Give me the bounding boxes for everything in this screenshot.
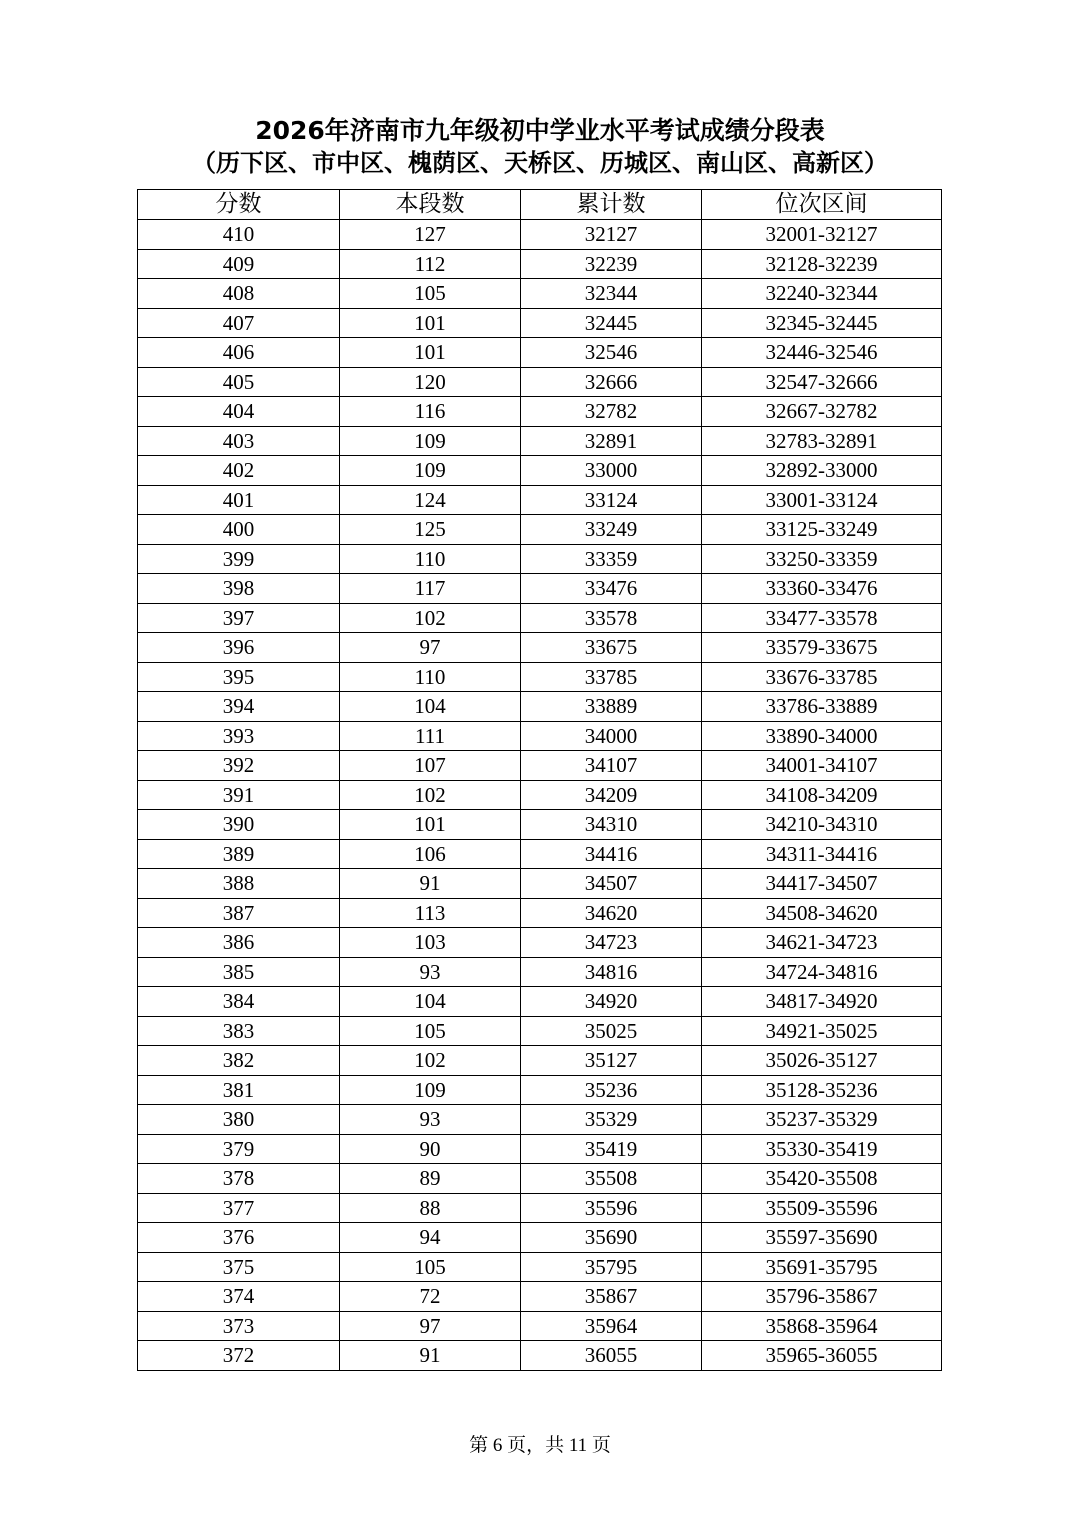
cell-rank-range: 32128-32239 bbox=[702, 249, 942, 279]
cell-score: 397 bbox=[138, 603, 340, 633]
cell-segment-count: 101 bbox=[340, 810, 521, 840]
cell-cumulative-count: 33124 bbox=[521, 485, 702, 515]
cell-score: 377 bbox=[138, 1193, 340, 1223]
cell-cumulative-count: 35329 bbox=[521, 1105, 702, 1135]
cell-score: 385 bbox=[138, 957, 340, 987]
cell-rank-range: 33676-33785 bbox=[702, 662, 942, 692]
table-row bbox=[138, 1046, 942, 1076]
cell-rank-range: 32345-32445 bbox=[702, 308, 942, 338]
page-title: 2026年济南市九年级初中学业水平考试成绩分段表 bbox=[255, 116, 825, 145]
cell-score: 392 bbox=[138, 751, 340, 781]
header-score: 分数 bbox=[138, 190, 340, 220]
cell-score: 387 bbox=[138, 898, 340, 928]
cell-segment-count: 117 bbox=[340, 574, 521, 604]
cell-segment-count: 104 bbox=[340, 987, 521, 1017]
table-row bbox=[138, 397, 942, 427]
table-row bbox=[138, 338, 942, 368]
table-row bbox=[138, 692, 942, 722]
table-row bbox=[138, 603, 942, 633]
cell-segment-count: 113 bbox=[340, 898, 521, 928]
table-row bbox=[138, 1134, 942, 1164]
cell-segment-count: 91 bbox=[340, 1341, 521, 1371]
cell-score: 373 bbox=[138, 1311, 340, 1341]
table-row bbox=[138, 1105, 942, 1135]
cell-segment-count: 102 bbox=[340, 603, 521, 633]
cell-rank-range: 35128-35236 bbox=[702, 1075, 942, 1105]
cell-segment-count: 124 bbox=[340, 485, 521, 515]
cell-segment-count: 91 bbox=[340, 869, 521, 899]
cell-cumulative-count: 35025 bbox=[521, 1016, 702, 1046]
table-body bbox=[138, 220, 942, 1371]
cell-segment-count: 110 bbox=[340, 662, 521, 692]
cell-cumulative-count: 34000 bbox=[521, 721, 702, 751]
table-row bbox=[138, 426, 942, 456]
cell-segment-count: 102 bbox=[340, 1046, 521, 1076]
cell-segment-count: 101 bbox=[340, 338, 521, 368]
cell-score: 401 bbox=[138, 485, 340, 515]
cell-cumulative-count: 33000 bbox=[521, 456, 702, 486]
cell-segment-count: 109 bbox=[340, 1075, 521, 1105]
cell-rank-range: 35509-35596 bbox=[702, 1193, 942, 1223]
table-row bbox=[138, 1252, 942, 1282]
table-row bbox=[138, 1341, 942, 1371]
cell-cumulative-count: 33476 bbox=[521, 574, 702, 604]
table-row bbox=[138, 1016, 942, 1046]
table-row bbox=[138, 249, 942, 279]
cell-score: 389 bbox=[138, 839, 340, 869]
cell-cumulative-count: 35236 bbox=[521, 1075, 702, 1105]
cell-cumulative-count: 33249 bbox=[521, 515, 702, 545]
cell-rank-range: 34311-34416 bbox=[702, 839, 942, 869]
table-row bbox=[138, 898, 942, 928]
table-row bbox=[138, 1223, 942, 1253]
header-segment-count: 本段数 bbox=[340, 190, 521, 220]
cell-cumulative-count: 35964 bbox=[521, 1311, 702, 1341]
cell-rank-range: 32783-32891 bbox=[702, 426, 942, 456]
cell-cumulative-count: 32127 bbox=[521, 220, 702, 250]
cell-score: 390 bbox=[138, 810, 340, 840]
cell-cumulative-count: 32891 bbox=[521, 426, 702, 456]
cell-rank-range: 33579-33675 bbox=[702, 633, 942, 663]
table-row bbox=[138, 780, 942, 810]
cell-score: 410 bbox=[138, 220, 340, 250]
table-row bbox=[138, 928, 942, 958]
cell-score: 388 bbox=[138, 869, 340, 899]
cell-rank-range: 32667-32782 bbox=[702, 397, 942, 427]
cell-segment-count: 107 bbox=[340, 751, 521, 781]
cell-cumulative-count: 35127 bbox=[521, 1046, 702, 1076]
cell-rank-range: 32547-32666 bbox=[702, 367, 942, 397]
cell-score: 405 bbox=[138, 367, 340, 397]
cell-rank-range: 35868-35964 bbox=[702, 1311, 942, 1341]
cell-score: 407 bbox=[138, 308, 340, 338]
cell-cumulative-count: 35419 bbox=[521, 1134, 702, 1164]
table-row bbox=[138, 1282, 942, 1312]
cell-score: 393 bbox=[138, 721, 340, 751]
cell-cumulative-count: 35508 bbox=[521, 1164, 702, 1194]
cell-cumulative-count: 34816 bbox=[521, 957, 702, 987]
table-row bbox=[138, 1075, 942, 1105]
cell-rank-range: 34417-34507 bbox=[702, 869, 942, 899]
table-row bbox=[138, 456, 942, 486]
cell-segment-count: 94 bbox=[340, 1223, 521, 1253]
cell-score: 398 bbox=[138, 574, 340, 604]
cell-segment-count: 89 bbox=[340, 1164, 521, 1194]
cell-segment-count: 97 bbox=[340, 1311, 521, 1341]
score-distribution-table bbox=[137, 189, 942, 1371]
table-row bbox=[138, 987, 942, 1017]
cell-score: 391 bbox=[138, 780, 340, 810]
table-row bbox=[138, 810, 942, 840]
cell-score: 394 bbox=[138, 692, 340, 722]
cell-score: 403 bbox=[138, 426, 340, 456]
cell-cumulative-count: 33359 bbox=[521, 544, 702, 574]
cell-cumulative-count: 34107 bbox=[521, 751, 702, 781]
cell-cumulative-count: 32344 bbox=[521, 279, 702, 309]
cell-cumulative-count: 34310 bbox=[521, 810, 702, 840]
cell-cumulative-count: 34723 bbox=[521, 928, 702, 958]
cell-segment-count: 103 bbox=[340, 928, 521, 958]
table-row bbox=[138, 957, 942, 987]
cell-rank-range: 34108-34209 bbox=[702, 780, 942, 810]
cell-cumulative-count: 35795 bbox=[521, 1252, 702, 1282]
cell-segment-count: 116 bbox=[340, 397, 521, 427]
cell-rank-range: 35330-35419 bbox=[702, 1134, 942, 1164]
table-row bbox=[138, 544, 942, 574]
cell-cumulative-count: 33889 bbox=[521, 692, 702, 722]
cell-score: 404 bbox=[138, 397, 340, 427]
table-row bbox=[138, 839, 942, 869]
cell-rank-range: 33890-34000 bbox=[702, 721, 942, 751]
cell-score: 406 bbox=[138, 338, 340, 368]
cell-cumulative-count: 33578 bbox=[521, 603, 702, 633]
cell-rank-range: 32446-32546 bbox=[702, 338, 942, 368]
cell-rank-range: 35026-35127 bbox=[702, 1046, 942, 1076]
cell-segment-count: 110 bbox=[340, 544, 521, 574]
table-row bbox=[138, 220, 942, 250]
header-cumulative-count: 累计数 bbox=[521, 190, 702, 220]
cell-segment-count: 93 bbox=[340, 1105, 521, 1135]
table-row bbox=[138, 1311, 942, 1341]
cell-rank-range: 35965-36055 bbox=[702, 1341, 942, 1371]
cell-score: 402 bbox=[138, 456, 340, 486]
cell-rank-range: 35691-35795 bbox=[702, 1252, 942, 1282]
cell-segment-count: 120 bbox=[340, 367, 521, 397]
cell-segment-count: 109 bbox=[340, 426, 521, 456]
cell-cumulative-count: 32445 bbox=[521, 308, 702, 338]
cell-segment-count: 97 bbox=[340, 633, 521, 663]
cell-rank-range: 33125-33249 bbox=[702, 515, 942, 545]
cell-score: 374 bbox=[138, 1282, 340, 1312]
cell-rank-range: 33250-33359 bbox=[702, 544, 942, 574]
cell-rank-range: 34210-34310 bbox=[702, 810, 942, 840]
cell-score: 378 bbox=[138, 1164, 340, 1194]
cell-cumulative-count: 35596 bbox=[521, 1193, 702, 1223]
cell-cumulative-count: 32782 bbox=[521, 397, 702, 427]
table-row bbox=[138, 515, 942, 545]
cell-score: 375 bbox=[138, 1252, 340, 1282]
cell-segment-count: 72 bbox=[340, 1282, 521, 1312]
cell-score: 382 bbox=[138, 1046, 340, 1076]
cell-segment-count: 127 bbox=[340, 220, 521, 250]
cell-score: 395 bbox=[138, 662, 340, 692]
cell-rank-range: 33477-33578 bbox=[702, 603, 942, 633]
table-row bbox=[138, 721, 942, 751]
cell-rank-range: 34921-35025 bbox=[702, 1016, 942, 1046]
cell-score: 381 bbox=[138, 1075, 340, 1105]
cell-score: 408 bbox=[138, 279, 340, 309]
cell-cumulative-count: 34416 bbox=[521, 839, 702, 869]
cell-cumulative-count: 33785 bbox=[521, 662, 702, 692]
cell-segment-count: 125 bbox=[340, 515, 521, 545]
cell-cumulative-count: 35867 bbox=[521, 1282, 702, 1312]
page-subtitle: （历下区、市中区、槐荫区、天桥区、历城区、南山区、高新区） bbox=[192, 149, 888, 177]
table-row bbox=[138, 574, 942, 604]
cell-rank-range: 34508-34620 bbox=[702, 898, 942, 928]
cell-score: 386 bbox=[138, 928, 340, 958]
cell-cumulative-count: 34209 bbox=[521, 780, 702, 810]
cell-cumulative-count: 34920 bbox=[521, 987, 702, 1017]
cell-cumulative-count: 35690 bbox=[521, 1223, 702, 1253]
cell-score: 396 bbox=[138, 633, 340, 663]
cell-rank-range: 35597-35690 bbox=[702, 1223, 942, 1253]
cell-rank-range: 34724-34816 bbox=[702, 957, 942, 987]
cell-cumulative-count: 33675 bbox=[521, 633, 702, 663]
cell-rank-range: 32892-33000 bbox=[702, 456, 942, 486]
cell-segment-count: 104 bbox=[340, 692, 521, 722]
header-rank-range: 位次区间 bbox=[702, 190, 942, 220]
cell-cumulative-count: 36055 bbox=[521, 1341, 702, 1371]
cell-segment-count: 88 bbox=[340, 1193, 521, 1223]
cell-score: 376 bbox=[138, 1223, 340, 1253]
cell-score: 380 bbox=[138, 1105, 340, 1135]
cell-rank-range: 34001-34107 bbox=[702, 751, 942, 781]
page-footer: 第 6 页，共 11 页 bbox=[469, 1435, 611, 1456]
cell-rank-range: 35796-35867 bbox=[702, 1282, 942, 1312]
cell-score: 379 bbox=[138, 1134, 340, 1164]
cell-segment-count: 101 bbox=[340, 308, 521, 338]
cell-segment-count: 90 bbox=[340, 1134, 521, 1164]
cell-score: 409 bbox=[138, 249, 340, 279]
cell-segment-count: 112 bbox=[340, 249, 521, 279]
cell-rank-range: 35420-35508 bbox=[702, 1164, 942, 1194]
cell-score: 384 bbox=[138, 987, 340, 1017]
table-header-row bbox=[138, 190, 942, 220]
cell-segment-count: 105 bbox=[340, 279, 521, 309]
table-row bbox=[138, 1164, 942, 1194]
table-row bbox=[138, 367, 942, 397]
cell-score: 399 bbox=[138, 544, 340, 574]
cell-cumulative-count: 34620 bbox=[521, 898, 702, 928]
table-row bbox=[138, 662, 942, 692]
cell-rank-range: 33786-33889 bbox=[702, 692, 942, 722]
cell-segment-count: 111 bbox=[340, 721, 521, 751]
table-row bbox=[138, 869, 942, 899]
cell-segment-count: 106 bbox=[340, 839, 521, 869]
table-row bbox=[138, 751, 942, 781]
cell-rank-range: 34817-34920 bbox=[702, 987, 942, 1017]
table-row bbox=[138, 633, 942, 663]
table-row bbox=[138, 485, 942, 515]
cell-score: 372 bbox=[138, 1341, 340, 1371]
table-row bbox=[138, 279, 942, 309]
table-row bbox=[138, 1193, 942, 1223]
cell-rank-range: 32001-32127 bbox=[702, 220, 942, 250]
cell-cumulative-count: 34507 bbox=[521, 869, 702, 899]
cell-rank-range: 35237-35329 bbox=[702, 1105, 942, 1135]
cell-rank-range: 33360-33476 bbox=[702, 574, 942, 604]
cell-segment-count: 109 bbox=[340, 456, 521, 486]
cell-score: 400 bbox=[138, 515, 340, 545]
cell-segment-count: 102 bbox=[340, 780, 521, 810]
cell-rank-range: 33001-33124 bbox=[702, 485, 942, 515]
cell-score: 383 bbox=[138, 1016, 340, 1046]
cell-cumulative-count: 32546 bbox=[521, 338, 702, 368]
cell-cumulative-count: 32666 bbox=[521, 367, 702, 397]
cell-segment-count: 105 bbox=[340, 1016, 521, 1046]
cell-rank-range: 32240-32344 bbox=[702, 279, 942, 309]
cell-segment-count: 93 bbox=[340, 957, 521, 987]
cell-rank-range: 34621-34723 bbox=[702, 928, 942, 958]
cell-cumulative-count: 32239 bbox=[521, 249, 702, 279]
cell-segment-count: 105 bbox=[340, 1252, 521, 1282]
table-row bbox=[138, 308, 942, 338]
